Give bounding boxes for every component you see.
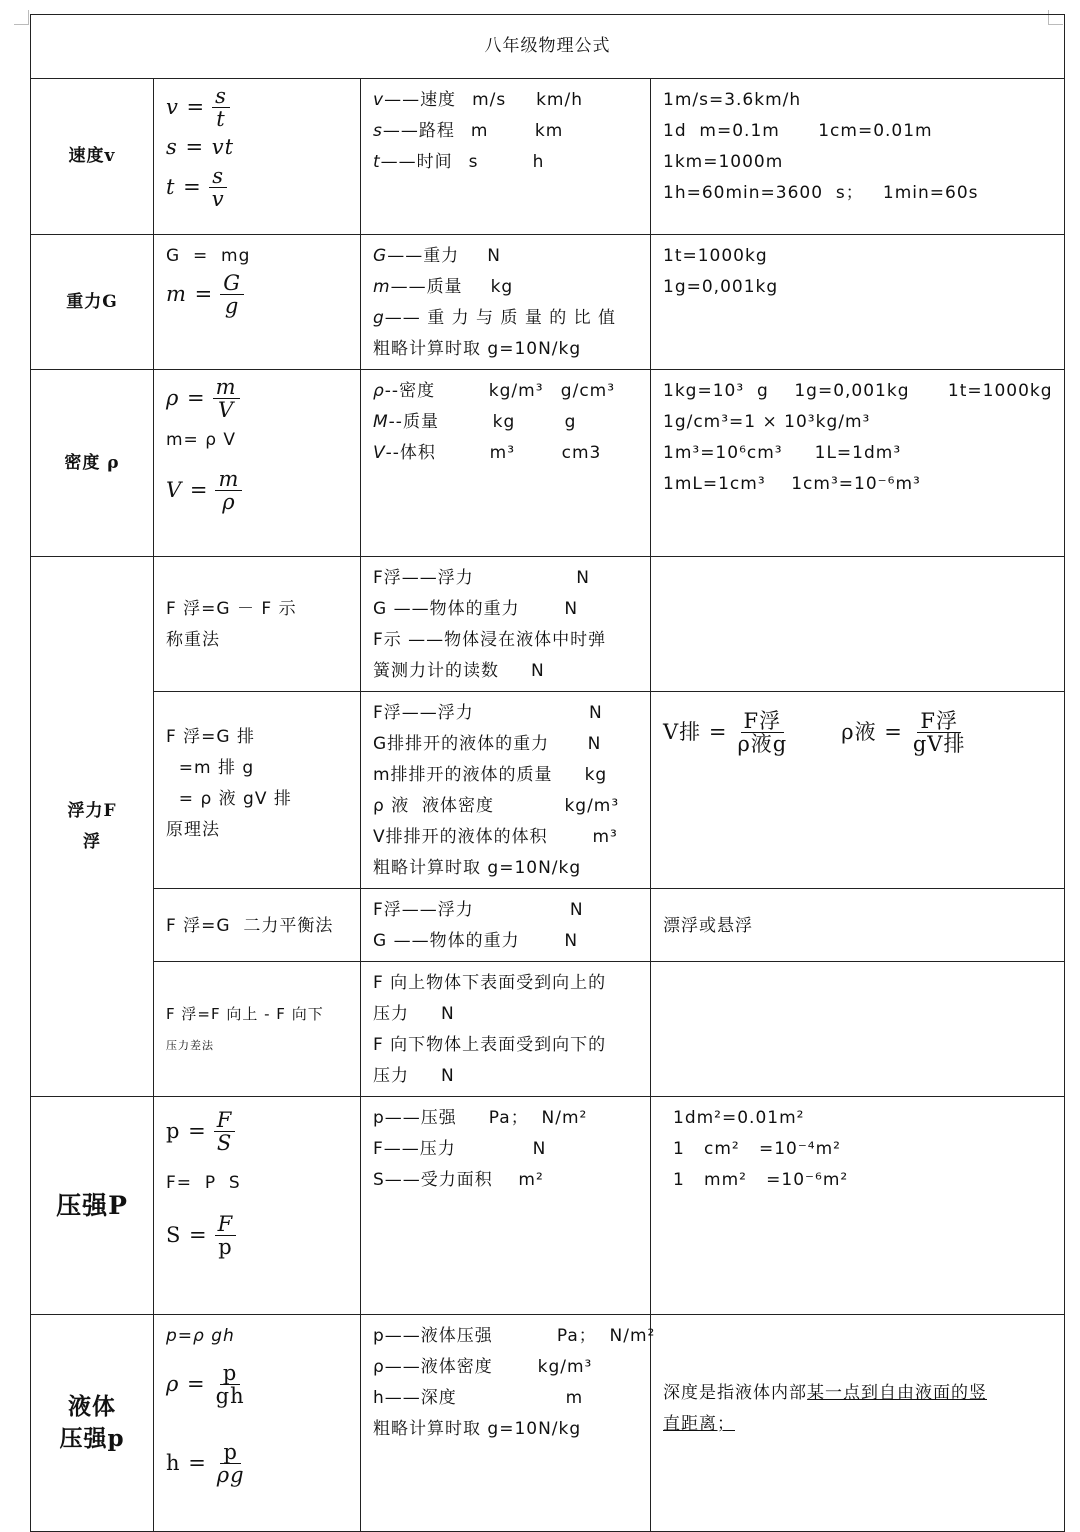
category-gravity: 重力G xyxy=(31,235,154,370)
gravity-formulas xyxy=(154,235,361,370)
liquid-pressure-note: 深度是指液体内部某一点到自由液面的竖 直距离； xyxy=(651,1315,1065,1532)
pressure-formula-s: S = $\frac{F}{p}$ xyxy=(166,1213,352,1258)
buoyancy-archimedes-formula: F 浮=G 排 =m 排 g = ρ 液 gV 排 原理法 xyxy=(154,692,361,889)
pressure-formula-p: p = $\frac{F}{S}$ xyxy=(166,1109,352,1154)
liquid-formula-p: p=ρ gh xyxy=(166,1326,235,1346)
density-variables: ρ --密度 kg/m³ g/cm³ M --质量 kg g V --体积 m³ cm3 xyxy=(361,370,651,557)
vpai-equation: V排 = $\frac{\text{F浮}}{\text{ρ液g}}$ xyxy=(663,709,788,757)
density-formula-rho: ρ = $\frac{m}{V}$ xyxy=(166,376,352,421)
gravity-variables: G ——重力 N m ——质量 kg g —— 重 力 与 质 量 的 比 值 粗略计算时取 g=10N/kg xyxy=(361,235,651,370)
gravity-formula-m: m = $\frac{G}{g}$ xyxy=(166,272,352,317)
category-density: 密度 ρ xyxy=(31,370,154,557)
buoyancy-balance-formula: F 浮=G 二力平衡法 xyxy=(154,889,361,962)
liquid-formula-rho: ρ = $\frac{p}{gh}$ xyxy=(166,1361,245,1409)
rho-liquid-equation: ρ液 = $\frac{\text{F浮}}{\text{gV排}}$ xyxy=(841,709,966,757)
liquid-formula-h: h = $\frac{p}{\rho g}$ xyxy=(166,1440,245,1488)
buoyancy-pressure-diff-notes xyxy=(651,962,1065,1097)
density-notes: 1kg=10³ g 1g=0,001kg 1t=1000kg 1g/cm³=1 × 10³kg/m³ 1m³=10⁶cm³ 1L=1dm³ 1mL=1cm³ 1cm³=10⁻⁶m³ xyxy=(651,370,1065,557)
buoyancy-weighing-variables: F浮——浮力 N G ——物体的重力 N F示 ——物体浸在液体中时弹 簧测力计的读数 N xyxy=(361,557,651,692)
speed-formula-t: t = $\frac{s}{v}$ xyxy=(166,165,352,210)
buoyancy-pressure-diff-formula: F 浮=F 向上 - F 向下 压力差法 xyxy=(154,962,361,1097)
speed-formula-s: s = vt xyxy=(166,135,235,160)
category-buoyancy: 浮力F 浮 xyxy=(31,557,154,1097)
crop-mark-left xyxy=(14,10,29,25)
speed-formulas xyxy=(154,79,361,235)
category-speed: 速度v xyxy=(31,79,154,235)
buoyancy-archimedes-equations xyxy=(651,692,1065,889)
pressure-formula-f: F= P S xyxy=(166,1173,241,1194)
buoyancy-archimedes-variables: F浮——浮力 N G排排开的液体的重力 N m排排开的液体的质量 kg ρ 液 液体密度 kg/m³ V排排开的液体的体积 m³ 粗略计算时取 g=10N/kg xyxy=(361,692,651,889)
speed-formula-v: v = $\frac{s}{t}$ xyxy=(166,85,352,130)
pressure-variables: p——压强 Pa； N/m² F——压力 N S——受力面积 m² xyxy=(361,1097,651,1315)
pressure-notes: 1dm²=0.01m² 1 cm² =10⁻⁴m² 1 mm² =10⁻⁶m² xyxy=(651,1097,1065,1315)
liquid-pressure-variables: p——液体压强 Pa； N/m² ρ——液体密度 kg/m³ h——深度 m 粗略计算时取 g=10N/kg xyxy=(361,1315,651,1532)
formula-table xyxy=(30,14,1065,1532)
buoyancy-balance-variables: F浮——浮力 N G ——物体的重力 N xyxy=(361,889,651,962)
buoyancy-balance-note: 漂浮或悬浮 xyxy=(651,889,1065,962)
speed-notes: 1m/s=3.6km/h 1d m=0.1m 1cm=0.01m 1km=1000m 1h=60min=3600 s； 1min=60s xyxy=(651,79,1065,235)
density-formula-v: V = $\frac{m}{\rho}$ xyxy=(166,468,352,513)
density-formulas xyxy=(154,370,361,557)
buoyancy-pressure-diff-variables: F 向上物体下表面受到向上的 压力 N F 向下物体上表面受到向下的 压力 N xyxy=(361,962,651,1097)
gravity-notes: 1t=1000kg 1g=0,001kg xyxy=(651,235,1065,370)
gravity-formula-g: G = mg xyxy=(166,246,251,266)
buoyancy-weighing-formula: F 浮=G － F 示 称重法 xyxy=(154,557,361,692)
speed-variables: v ——速度 m/s km/h s ——路程 m km t ——时间 s h xyxy=(361,79,651,235)
category-liquid-pressure: 液体 压强p xyxy=(31,1315,154,1532)
density-formula-m: m= ρ V xyxy=(166,430,237,451)
liquid-pressure-formulas xyxy=(154,1315,361,1532)
page-title: 八年级物理公式 xyxy=(31,15,1065,79)
buoyancy-weighing-notes xyxy=(651,557,1065,692)
pressure-formulas xyxy=(154,1097,361,1315)
category-pressure: 压强P xyxy=(31,1097,154,1315)
